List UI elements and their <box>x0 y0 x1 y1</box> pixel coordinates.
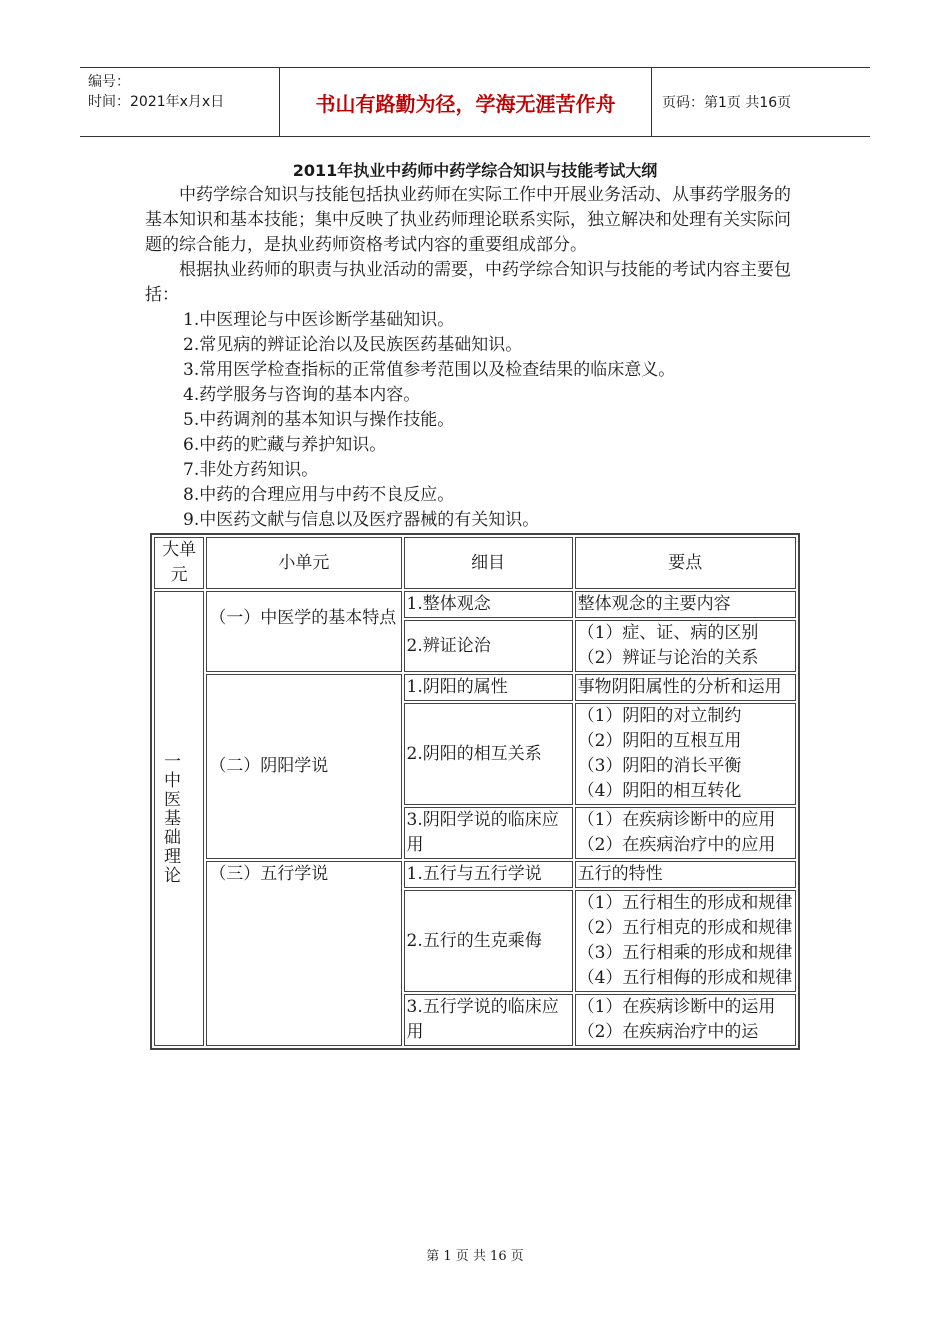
sub-unit-cell: （二）阴阳学说 <box>206 674 401 859</box>
detail-cell: 2.辨证论治 <box>404 620 573 672</box>
points-cell: （1）在疾病诊断中的运用 （2）在疾病治疗中的运 <box>575 994 796 1046</box>
table-row <box>154 861 796 888</box>
intro-paragraph-1: 中药学综合知识与技能包括执业药师在实际工作中开展业务活动、从事药学服务的基本知识和基本技能；集中反映了执业药师理论联系实际，独立解决和处理有关实际问题的综合能力，是执业药师资格考试内容的重要组成部分。 <box>145 185 791 255</box>
points-cell: 整体观念的主要内容 <box>575 591 796 618</box>
detail-cell: 2.五行的生克乘侮 <box>404 890 573 992</box>
detail-cell: 1.整体观念 <box>404 591 573 618</box>
exam-item-3: 3.常用医学检查指标的正常值参考范围以及检查结果的临床意义。 <box>183 360 676 380</box>
document-title: 2011年执业中药师中药学综合知识与技能考试大纲 <box>292 161 658 180</box>
header-detail: 细目 <box>404 537 573 589</box>
table-row <box>154 674 796 701</box>
exam-item-9: 9.中医药文献与信息以及医疗器械的有关知识。 <box>183 510 540 530</box>
points-cell: 事物阴阳属性的分析和运用 <box>575 674 796 701</box>
page-header <box>80 67 870 137</box>
big-unit-label: 一中医基础理论 <box>160 752 180 885</box>
exam-item-2: 2.常见病的辨证论治以及民族医药基础知识。 <box>183 335 523 355</box>
points-cell: （1）症、证、病的区别 （2）辨证与论治的关系 <box>575 620 796 672</box>
header-meta <box>80 68 280 136</box>
document-body <box>145 183 805 533</box>
exam-item-7: 7.非处方药知识。 <box>183 460 319 480</box>
points-cell: （1）五行相生的形成和规律 （2）五行相克的形成和规律 （3）五行相乘的形成和规律 （4）五行相侮的形成和规律 <box>575 890 796 992</box>
header-sub-unit: 小单元 <box>206 537 401 589</box>
exam-item-1: 1.中医理论与中医诊断学基础知识。 <box>183 310 455 330</box>
points-cell: （1）阴阳的对立制约 （2）阴阳的互根互用 （3）阴阳的消长平衡 （4）阴阳的相互转化 <box>575 703 796 805</box>
syllabus-table <box>150 533 800 1050</box>
header-page-info: 页码：第1页 共16页 <box>662 95 792 111</box>
document-number-label: 编号： <box>88 74 130 90</box>
document-time: 时间：2021年x月x日 <box>88 94 225 110</box>
header-motto: 书山有路勤为径，学海无涯苦作舟 <box>280 68 652 136</box>
big-unit-cell <box>154 591 204 1046</box>
exam-item-8: 8.中药的合理应用与中药不良反应。 <box>183 485 455 505</box>
exam-item-4: 4.药学服务与咨询的基本内容。 <box>183 385 421 405</box>
exam-item-5: 5.中药调剂的基本知识与操作技能。 <box>183 410 455 430</box>
sub-unit-cell: （一）中医学的基本特点 <box>206 591 401 672</box>
table-header-row <box>154 537 796 589</box>
sub-unit-cell: （三）五行学说 <box>206 861 401 1046</box>
points-cell: 五行的特性 <box>575 861 796 888</box>
points-cell: （1）在疾病诊断中的应用 （2）在疾病治疗中的应用 <box>575 807 796 859</box>
header-points: 要点 <box>575 537 796 589</box>
header-big-unit: 大单元 <box>154 537 204 589</box>
detail-cell: 1.阴阳的属性 <box>404 674 573 701</box>
page-footer: 第 1 页 共 16 页 <box>426 1249 524 1264</box>
detail-cell: 3.阴阳学说的临床应用 <box>404 807 573 859</box>
detail-cell: 3.五行学说的临床应用 <box>404 994 573 1046</box>
detail-cell: 2.阴阳的相互关系 <box>404 703 573 805</box>
exam-item-6: 6.中药的贮藏与养护知识。 <box>183 435 387 455</box>
detail-cell: 1.五行与五行学说 <box>404 861 573 888</box>
intro-paragraph-2: 根据执业药师的职责与执业活动的需要，中药学综合知识与技能的考试内容主要包括： <box>145 260 791 305</box>
table-row <box>154 591 796 618</box>
